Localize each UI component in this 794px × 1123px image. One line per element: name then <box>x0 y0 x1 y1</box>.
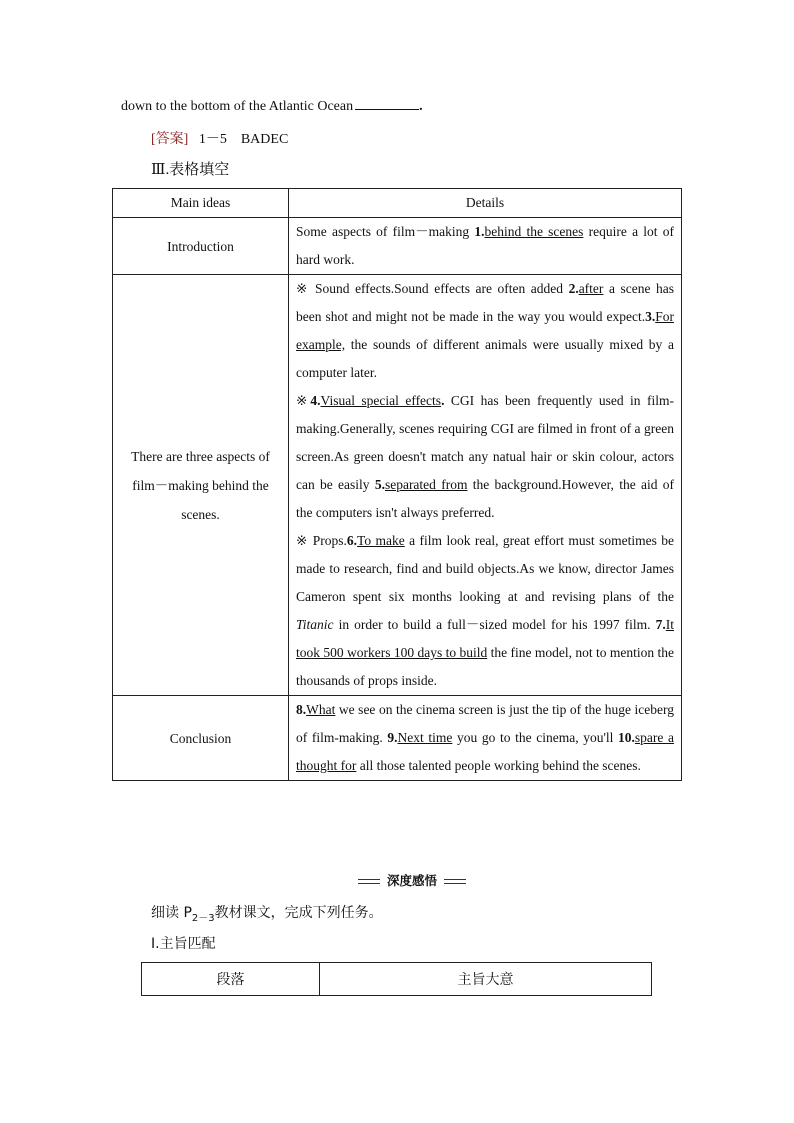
banner-bar-left <box>358 879 380 884</box>
table-row <box>113 696 682 781</box>
blank-number: 6. <box>346 533 358 548</box>
table-header-row <box>113 189 682 218</box>
answer-fill: after <box>578 281 604 296</box>
detail-text: the sounds of different animals were usually mixed by a computer later. <box>296 337 674 380</box>
italic-title: Titanic <box>296 617 334 632</box>
intro-text: down to the bottom of the Atlantic Ocean <box>121 99 354 114</box>
instruction-suffix: 教材课文，完成下列任务。 <box>214 905 383 921</box>
answer-fill: For example, <box>296 309 674 352</box>
blank-number: 9. <box>387 730 398 745</box>
blank-number: 8. <box>296 702 307 717</box>
row-idea: There are three aspects of film－making behind the scenes. <box>113 275 289 696</box>
header-main-idea: 主旨大意 <box>320 963 652 996</box>
blank-number: 3. <box>645 309 656 324</box>
section3-title: Ⅲ.表格填空 <box>151 162 230 178</box>
main-idea-table <box>141 962 652 996</box>
answer-fill: Visual special effects <box>320 393 442 408</box>
answer-label: [答案] <box>151 132 189 147</box>
detail-text: Some aspects of film－making <box>296 224 475 239</box>
answer-line <box>151 128 288 148</box>
detail-text: the background.However, the aid of the computers isn't always preferred. <box>296 477 675 520</box>
table2-header-row <box>142 963 652 996</box>
detail-text: all those talented people working behind the scenes. <box>356 758 641 773</box>
answer-fill: What <box>306 702 336 717</box>
header-paragraph: 段落 <box>142 963 320 996</box>
answer-fill: behind the scenes <box>484 224 584 239</box>
answer-value: 1－5 BADEC <box>198 132 289 147</box>
blank-number: 5. <box>374 477 385 492</box>
detail-text: in order to build a full－sized model for his 1997 film. <box>333 617 656 632</box>
header-main-ideas: Main ideas <box>113 189 289 218</box>
answer-fill: spare a thought for <box>296 730 674 773</box>
blank-number: . <box>441 393 445 408</box>
section1-title: Ⅰ.主旨匹配 <box>151 936 216 952</box>
section-banner <box>358 873 466 887</box>
detail-text: we see on the cinema screen is just the tip of the huge iceberg of film-making. <box>296 702 674 745</box>
detail-text: the fine model, not to mention the thousands of props inside. <box>296 645 674 688</box>
detail-text: a film look real, great effort must sometimes be made to research, find and build objects.As we know, director James Cameron spent six months looking at and revising plans of the <box>296 533 674 604</box>
table-row <box>113 218 682 275</box>
detail-text: you go to the cinema, you'll <box>452 730 619 745</box>
row-idea: Introduction <box>113 218 289 275</box>
answer-blank <box>355 97 419 110</box>
blank-number: 4. <box>310 393 321 408</box>
blank-number: 2. <box>568 281 579 296</box>
detail-text: ※ Sound effects.Sound effects are often added <box>296 281 569 296</box>
row-details <box>289 275 682 696</box>
detail-text: require a lot of hard work. <box>296 224 675 267</box>
instruction-line <box>151 902 383 924</box>
detail-text: a scene has been shot and might not be made in the way you would expect. <box>296 281 675 324</box>
table-row <box>113 275 682 696</box>
banner-text: 深度感悟 <box>386 873 437 888</box>
banner-bar-right <box>444 879 466 884</box>
intro-line <box>121 97 423 115</box>
detail-text: CGI has been frequently used in film-making.Generally, scenes requiring CGI are filmed in front of a green screen.As green doesn't match any natual hair or skin colour, actors can be easily <box>296 393 674 492</box>
answer-fill: It took 500 workers 100 days to build <box>296 617 674 660</box>
row-idea: Conclusion <box>113 696 289 781</box>
fill-in-table <box>112 188 682 781</box>
blank-number: 7. <box>655 617 666 632</box>
row-details <box>289 696 682 781</box>
answer-fill: Next time <box>397 730 453 745</box>
answer-fill: To make <box>357 533 405 548</box>
intro-period: . <box>419 99 423 114</box>
instruction-prefix: 细读 P <box>151 905 192 921</box>
instruction-sub: 2－3 <box>191 912 215 924</box>
detail-text: ※ <box>296 393 311 408</box>
answer-fill: separated from <box>384 477 468 492</box>
detail-text: ※ Props. <box>296 533 347 548</box>
blank-number: 1. <box>474 224 485 239</box>
header-details: Details <box>289 189 682 218</box>
row-details <box>289 218 682 275</box>
blank-number: 10. <box>618 730 635 745</box>
